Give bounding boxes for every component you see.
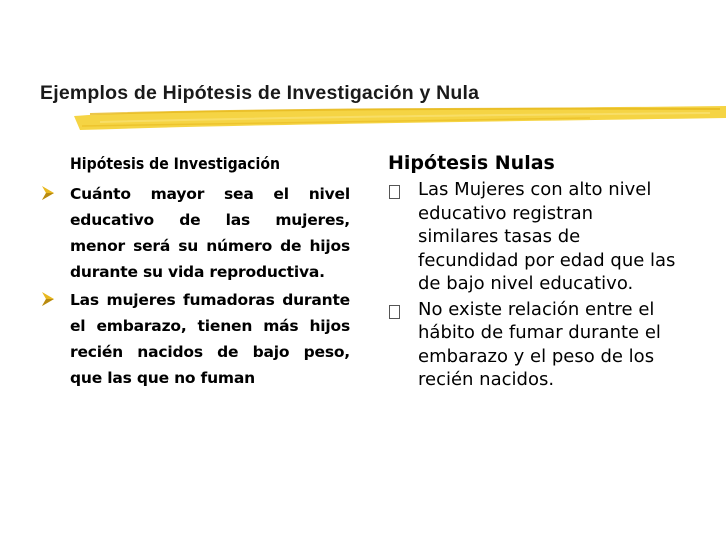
null-hypothesis-heading: Hipótesis Nulas bbox=[388, 152, 555, 174]
research-hypothesis-item bbox=[40, 287, 350, 391]
slide-title: Ejemplos de Hipótesis de Investigación y Nula bbox=[40, 82, 480, 104]
null-hypothesis-text: No existe relación entre el hábito de fumar durante el embarazo y el peso de los recién nacidos. bbox=[418, 298, 661, 390]
null-hypothesis-item bbox=[388, 298, 678, 392]
square-bullet-icon bbox=[389, 185, 400, 199]
null-hypothesis-item bbox=[388, 178, 678, 296]
research-hypothesis-item bbox=[40, 181, 350, 285]
null-hypothesis-text: Las Mujeres con alto nivel educativo registran similares tasas de fecundidad por edad que las de bajo nivel educativo. bbox=[418, 179, 676, 294]
square-bullet-icon bbox=[389, 305, 400, 319]
research-hypothesis-heading: Hipótesis de Investigación bbox=[70, 154, 281, 173]
research-hypothesis-column bbox=[40, 152, 350, 393]
null-hypothesis-column bbox=[388, 148, 678, 392]
research-hypothesis-text: Las mujeres fumadoras durante el embarazo, tienen más hijos recién nacidos de bajo peso, que las que no fuman bbox=[70, 291, 350, 387]
title-underline-brushstroke bbox=[70, 104, 728, 132]
arrow-bullet-icon bbox=[40, 183, 62, 203]
research-hypothesis-text: Cuánto mayor sea el nivel educativo de las mujeres, menor será su número de hijos durante su vida reproductiva. bbox=[70, 185, 350, 281]
arrow-bullet-icon bbox=[40, 289, 62, 309]
